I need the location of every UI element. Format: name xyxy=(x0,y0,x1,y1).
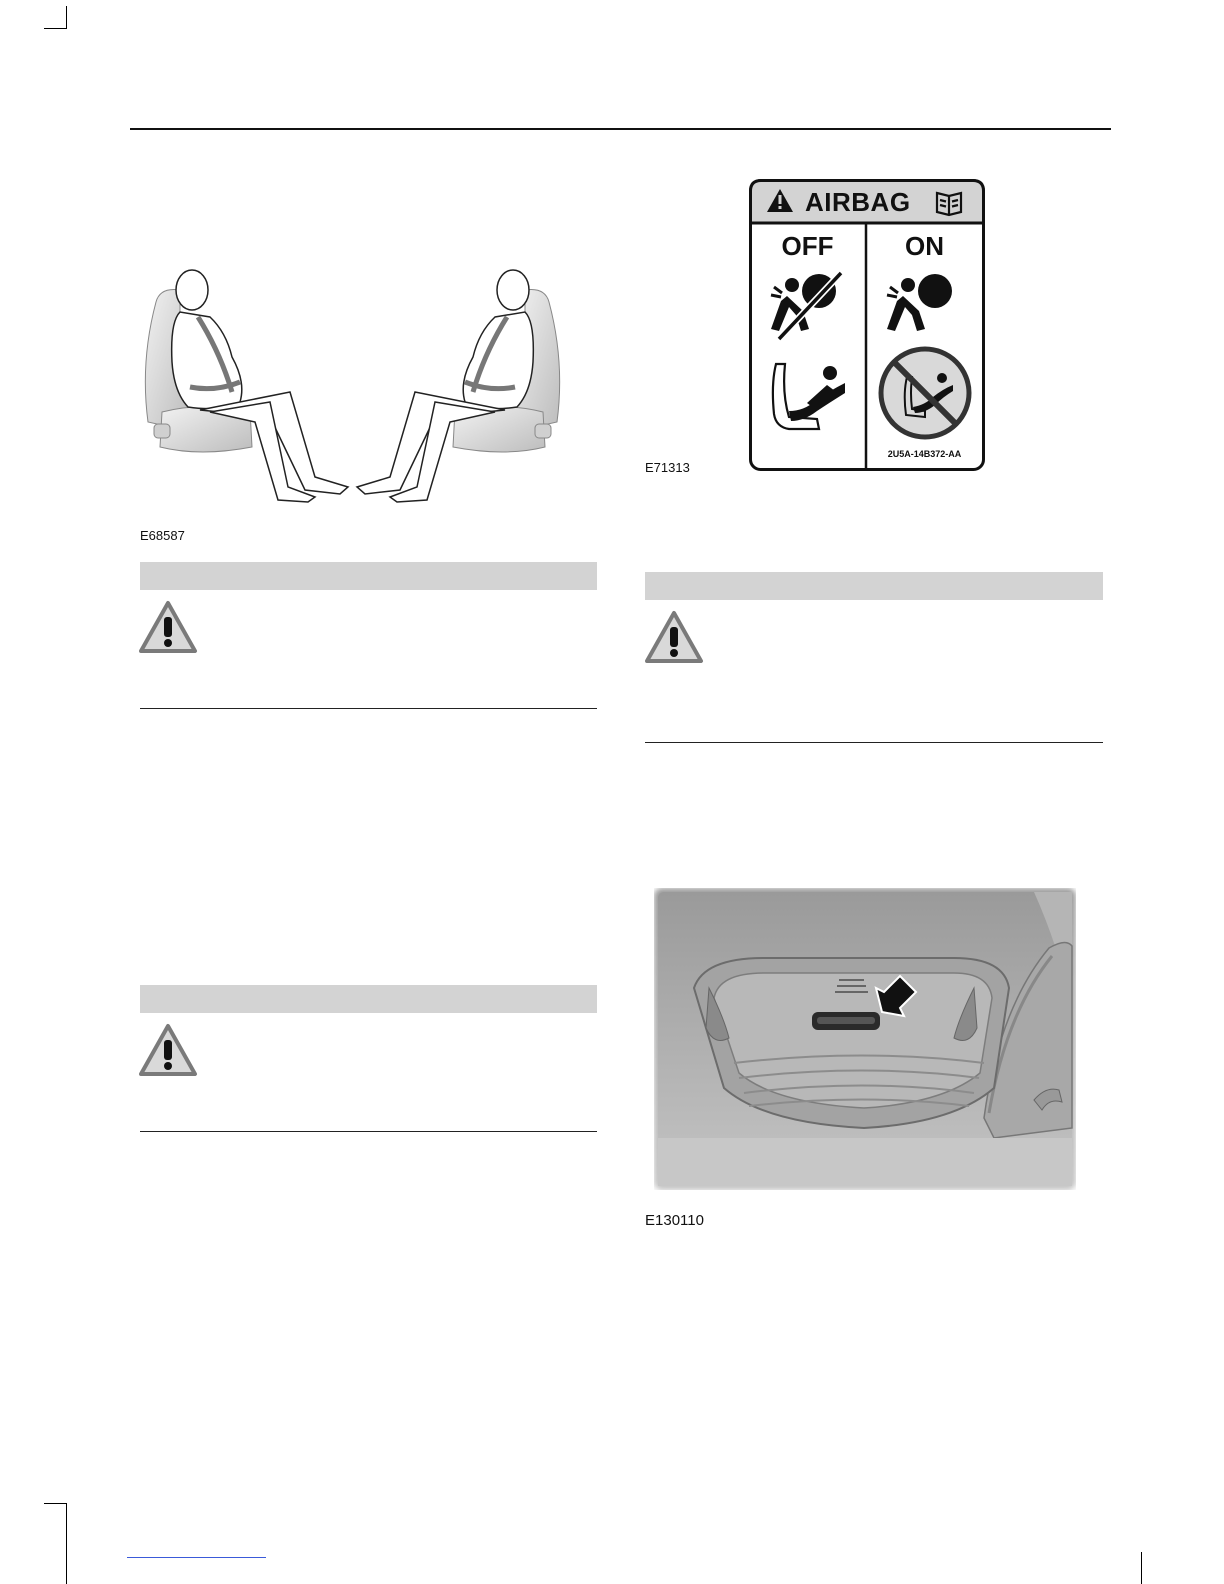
crop-mark-bottom-right-v xyxy=(1141,1552,1142,1584)
crop-mark-top-left-v xyxy=(66,6,67,28)
warning-triangle-icon xyxy=(138,600,198,654)
footer-link-underline[interactable] xyxy=(127,1557,266,1558)
warning-end-rule-left-1 xyxy=(140,708,597,709)
crop-mark-bottom-left-h xyxy=(44,1503,67,1504)
figure-code-airbag-label: E71313 xyxy=(645,460,690,475)
figure-code-pregnant-seatbelt: E68587 xyxy=(140,528,185,543)
right-pregnant-person xyxy=(357,270,533,502)
figure-code-overhead-console: E130110 xyxy=(645,1212,704,1229)
warning-bar-right-1 xyxy=(645,572,1103,600)
warning-end-rule-right-1 xyxy=(645,742,1103,743)
airbag-label-figure xyxy=(749,179,985,471)
airbag-on-label: ON xyxy=(905,231,944,261)
pregnant-seatbelt-figure xyxy=(140,262,565,512)
warning-triangle-icon xyxy=(138,1023,198,1077)
crop-mark-top-left-h xyxy=(44,28,67,29)
warning-bar-left-1 xyxy=(140,562,597,590)
header-rule xyxy=(130,128,1111,130)
crop-mark-bottom-left-v xyxy=(66,1503,67,1584)
airbag-label-header-text: AIRBAG xyxy=(805,187,911,217)
airbag-off-label: OFF xyxy=(781,231,834,261)
warning-bar-left-2 xyxy=(140,985,597,1013)
left-pregnant-person xyxy=(172,270,348,502)
warning-end-rule-left-2 xyxy=(140,1131,597,1132)
warning-triangle-icon xyxy=(644,610,704,664)
no-rearward-child-seat-icon xyxy=(881,349,969,437)
overhead-console-photo xyxy=(654,888,1076,1190)
airbag-part-number: 2U5A-14B372-AA xyxy=(887,449,962,459)
